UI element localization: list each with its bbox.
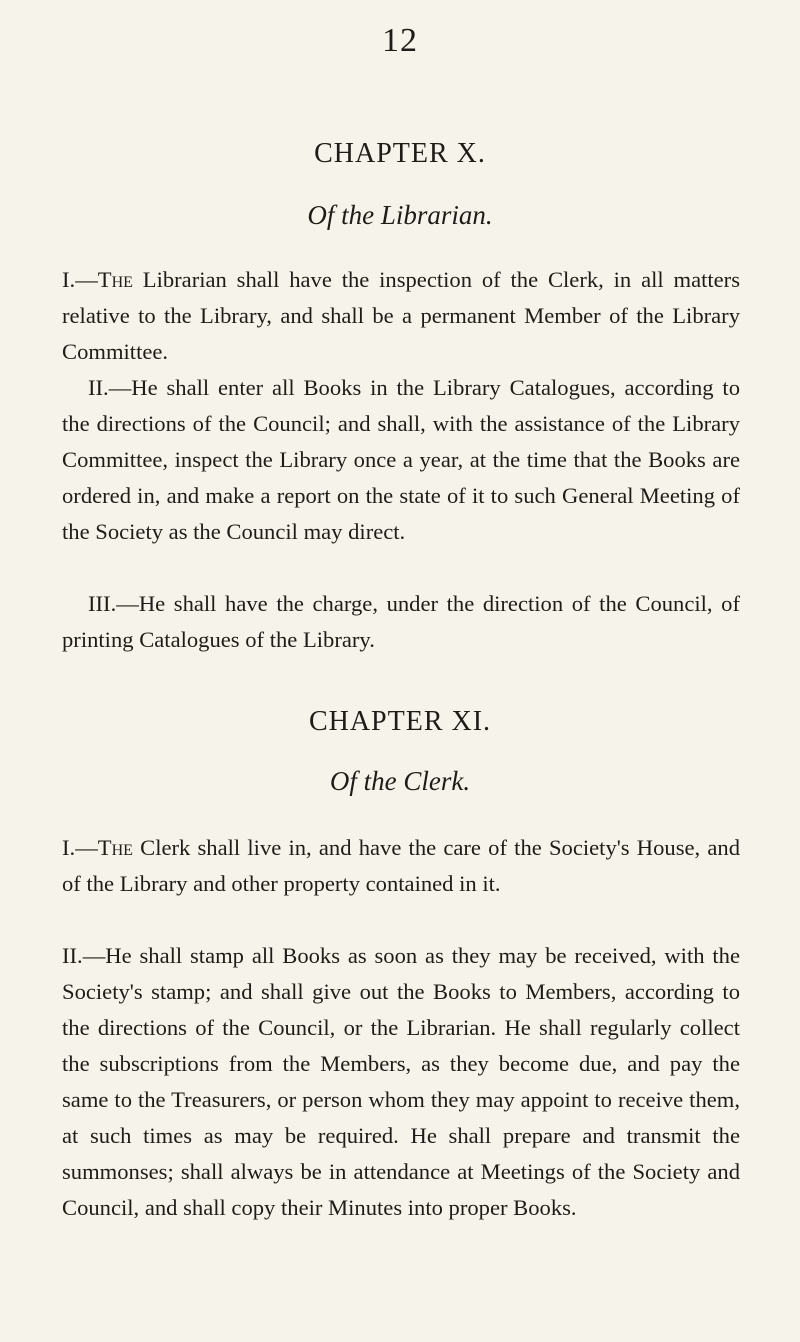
paragraph-text: He shall have the charge, under the direction of the Council, of printing Catalogues of the Library. [62, 591, 740, 652]
paragraph-numeral: II. [62, 943, 83, 968]
paragraph: I.—The Librarian shall have the inspection of the Clerk, in all matters relative to the Library, and shall be a permanent Member of the Library Committee. [62, 267, 740, 364]
paragraph-lead: The [97, 267, 133, 292]
paragraph: II.—He shall enter all Books in the Library Catalogues, according to the directions of the Council; and shall, with the assistance of the Library Committee, inspect the Library once a year, at the time that the Books are ordered in, and make a report on the state of it to such General Meeting of the Society as the Council may direct. [62, 375, 740, 544]
paragraph: I.—The Clerk shall live in, and have the care of the Society's House, and of the Library and other property contained in it. [62, 835, 740, 896]
chapter-subtitle: Of the Clerk. [329, 766, 471, 796]
paragraph-numeral: III. [88, 591, 117, 616]
paragraph: III.—He shall have the charge, under the direction of the Council, of printing Catalogues of the Library. [62, 591, 740, 652]
paragraph-numeral: II. [88, 375, 109, 400]
chapter-title: CHAPTER X. [314, 138, 486, 169]
paragraph-numeral: I. [62, 267, 76, 292]
chapter-subtitle: Of the Librarian. [307, 200, 493, 230]
page-number: 12 [382, 22, 418, 59]
paragraph-numeral: I. [62, 835, 76, 860]
paragraph-text: He shall enter all Books in the Library Catalogues, according to the directions of the Council; and shall, with the assistance of the Library Committee, inspect the Library once a year, at the time that the Books are ordered in, and make a report on the state of it to such General Meeting of the Society as the Council may direct. [62, 375, 740, 544]
paragraph-text: He shall stamp all Books as soon as they may be received, with the Society's stamp; and shall give out the Books to Members, according to the directions of the Council, or the Librarian. He shall regularly collect the subscriptions from the Members, as they become due, and pay the same to the Treasurers, or person whom they may appoint to receive them, at such times as may be required. He shall prepare and transmit the summonses; shall always be in attendance at Meetings of the Society and Council, and shall copy their Minutes into proper Books. [62, 943, 740, 1220]
paragraph-text: Librarian shall have the inspection of the Clerk, in all matters relative to the Library, and shall be a permanent Member of the Library Committee. [62, 267, 740, 364]
paragraph-text: Clerk shall live in, and have the care of the Society's House, and of the Library and other property contained in it. [62, 835, 740, 896]
chapter-title: CHAPTER XI. [308, 706, 492, 737]
paragraph: II.—He shall stamp all Books as soon as they may be received, with the Society's stamp; and shall give out the Books to Members, according to the directions of the Council, or the Librarian. He shall regularly collect the subscriptions from the Members, as they become due, and pay the same to the Treasurers, or person whom they may appoint to receive them, at such times as may be required. He shall prepare and transmit the summonses; shall always be in attendance at Meetings of the Society and Council, and shall copy their Minutes into proper Books. [62, 943, 740, 1220]
paragraph-lead: The [97, 835, 133, 860]
